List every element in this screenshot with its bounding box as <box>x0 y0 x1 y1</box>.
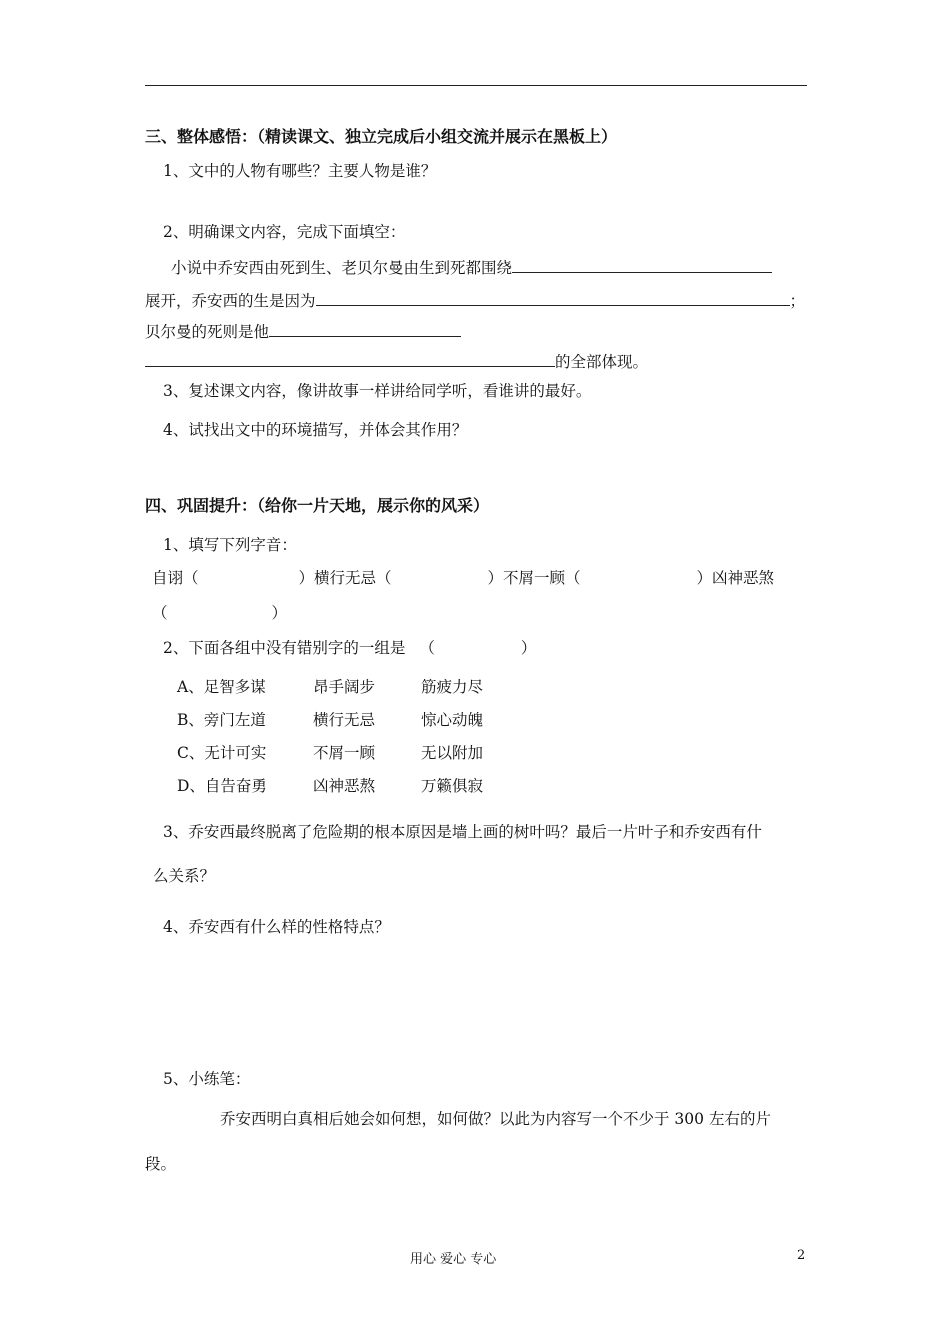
s3-q2-line-4 <box>145 350 648 372</box>
pron-item-1: 自诩（ <box>152 569 199 587</box>
s3-q2-line-4-text: 的全部体现。 <box>555 353 649 371</box>
s3-q2-line-1 <box>171 256 772 278</box>
footer-motto: 用心 爱心 专心 <box>410 1252 497 1267</box>
s4-question-3-line-1: 3、乔安西最终脱离了危险期的根本原因是墙上画的树叶吗？最后一片叶子和乔安西有什 <box>163 823 762 841</box>
pron-item-2: ）横行无忌（ <box>298 569 392 587</box>
pronunciation-row-2 <box>152 603 287 623</box>
option-c-word-3: 无以附加 <box>421 744 484 762</box>
option-b-word-3: 惊心动魄 <box>421 711 484 729</box>
fill-blank-1[interactable] <box>512 256 772 273</box>
section-3-title: 三、整体感悟：（精读课文、独立完成后小组交流并展示在黑板上） <box>145 127 618 146</box>
page-number: 2 <box>797 1248 806 1263</box>
pronunciation-row <box>152 568 774 588</box>
option-c-label: C、无计可实 <box>177 744 267 762</box>
option-a-label: A、足智多谋 <box>177 678 266 696</box>
option-a-word-3: 筋疲力尽 <box>421 678 484 696</box>
fill-blank-3[interactable] <box>269 320 461 337</box>
option-b-label: B、旁门左道 <box>177 711 266 729</box>
option-a <box>177 677 483 697</box>
answer-paren-open: （ <box>419 639 435 657</box>
s3-q2-line-1-text: 小说中乔安西由死到生、老贝尔曼由生到死都围绕 <box>171 259 513 277</box>
s3-question-3: 3、复述课文内容，像讲故事一样讲给同学听，看谁讲的最好。 <box>163 382 592 400</box>
s4-question-1: 1、填写下列字音： <box>163 536 297 554</box>
option-d <box>177 776 483 796</box>
option-c-word-2: 不屑一顾 <box>313 744 376 762</box>
option-b <box>177 710 483 730</box>
s4-question-2 <box>163 638 536 658</box>
s4-question-5-line-2: 段。 <box>145 1155 177 1173</box>
paren-open: （ <box>152 604 168 622</box>
pron-item-4: ）凶神恶煞 <box>696 569 775 587</box>
s3-q2-line-3-text: 贝尔曼的死则是他 <box>145 323 270 341</box>
paren-close: ） <box>271 604 288 622</box>
s4-question-5-line-1: 乔安西明白真相后她会如何想，如何做？以此为内容写一个不少于 300 左右的片 <box>220 1110 771 1128</box>
option-a-word-2: 昂手阔步 <box>313 678 376 696</box>
option-b-word-2: 横行无忌 <box>313 711 376 729</box>
s3-q2-line-2-text: 展开，乔安西的生是因为 <box>145 292 316 310</box>
s4-question-5: 5、小练笔： <box>163 1070 251 1088</box>
s3-question-4: 4、试找出文中的环境描写，并体会其作用？ <box>163 421 468 439</box>
fill-blank-2[interactable] <box>316 289 790 306</box>
s3-question-1: 1、文中的人物有哪些？主要人物是谁？ <box>163 162 437 180</box>
fill-blank-4[interactable] <box>145 350 555 367</box>
pron-item-3: ）不屑一顾（ <box>487 569 581 587</box>
s3-question-2: 2、明确课文内容，完成下面填空： <box>163 223 406 241</box>
header-rule <box>145 85 807 86</box>
answer-paren-close: ） <box>520 639 537 657</box>
s4-question-4: 4、乔安西有什么样的性格特点？ <box>163 918 390 936</box>
s3-q2-line-3 <box>145 320 461 342</box>
s4-question-2-text: 2、下面各组中没有错别字的一组是 <box>163 639 406 657</box>
option-d-label: D、自告奋勇 <box>177 777 267 795</box>
semicolon: ； <box>789 292 806 310</box>
s4-question-3-line-2: 么关系？ <box>153 867 216 885</box>
option-c <box>177 743 483 763</box>
s3-q2-line-2 <box>145 289 805 311</box>
section-4-title: 四、巩固提升：（给你一片天地，展示你的风采） <box>145 496 490 515</box>
option-d-word-2: 凶神恶熬 <box>313 777 376 795</box>
option-d-word-3: 万籁俱寂 <box>421 777 484 795</box>
